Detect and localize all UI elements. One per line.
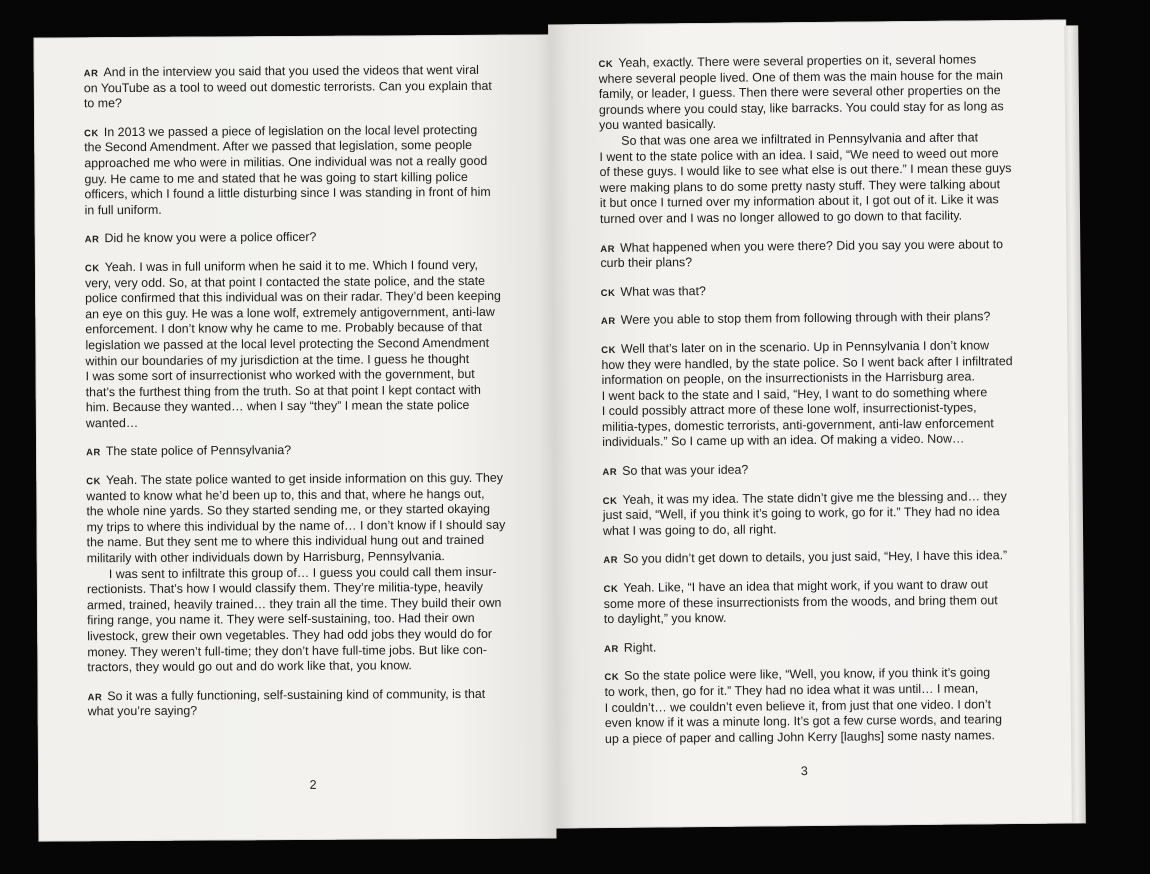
line-text: Yeah, exactly. There were several properties on it, several homes (618, 52, 977, 70)
line-text: In 2013 we passed a piece of legislation on the local level protecting (103, 122, 478, 139)
line-text: guy. He came to me and stated that he was going to start killing police (84, 169, 468, 186)
speaker-label: AR (84, 233, 100, 245)
line-text: Yeah. Like, “I have an idea that might work, if you want to draw out (623, 577, 988, 595)
interview-paragraph (86, 442, 506, 460)
line-text: the whole nine yards. So they started sending me, or they started okaying (86, 502, 491, 519)
line-text: I went back to the state and I said, “Hey, I want to do something where (601, 384, 988, 403)
speaker-label: CK (604, 671, 620, 683)
text-line (600, 252, 1020, 272)
interview-paragraph (601, 309, 1021, 329)
text-line (605, 728, 1025, 748)
line-text: information on people, on the insurrectionists in the Harrisburg area. (601, 369, 975, 388)
line-text: my trips to where this individual by the name of… I don’t know if I should say (86, 517, 506, 535)
speaker-label: CK (600, 286, 616, 298)
line-text: rectionists. That’s how I would classify them. They’re militia-type, heavily (86, 580, 483, 597)
speaker-label: CK (84, 262, 100, 274)
line-text: I went to the state police with an idea. I said, “We need to weed out more (599, 145, 999, 164)
text-line (84, 94, 504, 112)
line-text: militarily with other individuals down by Harrisburg, Pennsylvania. (86, 549, 445, 566)
line-text: Right. (623, 640, 657, 655)
line-text: to daylight,” you know. (603, 611, 727, 627)
left-page-text (84, 63, 508, 734)
interview-paragraph (604, 665, 1025, 747)
speaker-label: AR (602, 465, 618, 478)
line-text: So it was a fully functioning, self-sustaining kind of community, is that (107, 686, 486, 703)
interview-paragraph (598, 52, 1020, 228)
interview-paragraph (84, 63, 504, 112)
interview-paragraph (601, 281, 1021, 301)
line-text: of these guys. I would like to see what else is out there.” I mean these guys (599, 161, 1012, 180)
speaker-label: AR (603, 554, 619, 566)
line-text: I was sent to infiltrate this group of… I guess you could call them insur- (108, 564, 497, 581)
interview-paragraph (602, 460, 1022, 480)
text-line (601, 281, 1021, 301)
left-page (34, 34, 557, 841)
line-text: to me? (83, 96, 122, 111)
line-text: even know if it was a minute long. It’s got a few curse words, and tearing (604, 712, 1003, 731)
text-line (86, 414, 506, 432)
line-text: what you’re saying? (87, 703, 198, 719)
line-text: Were you able to stop them from following through with their plans? (620, 309, 991, 328)
speaker-label: CK (603, 582, 619, 595)
interview-paragraph (86, 471, 507, 676)
line-text: you wanted basically. (599, 117, 717, 133)
line-text: the Second Amendment. After we passed that legislation, some people (84, 138, 473, 155)
line-text: family, or leader, I guess. Then there were several other properties on the (598, 83, 1001, 102)
right-page-text (598, 52, 1025, 760)
line-text: Yeah. The state police wanted to get inside information on this guy. They (105, 470, 504, 488)
line-text: tractors, they would go out and do work like that, you know. (87, 658, 412, 675)
speaker-label: AR (604, 642, 619, 654)
line-text: money. They weren’t full-time; they don’t have full-time jobs. But like con- (87, 642, 488, 659)
text-line (601, 309, 1021, 329)
line-text: The state police of Pennsylvania? (105, 443, 292, 459)
line-text: legislation we passed at the local level protecting the Second Amendment (85, 335, 490, 353)
line-text: wanted to know what he’d been up to, this and that, where he hangs out, (86, 486, 485, 503)
line-text: him. Because they wanted… when I say “they” I mean the state police (85, 398, 470, 415)
line-text: an eye on this guy. He was a lone wolf, extremely antigovernment, anti-law (85, 304, 495, 321)
speaker-label: AR (600, 242, 616, 254)
text-line (604, 637, 1024, 657)
line-text: what I was going to do, all right. (602, 522, 777, 538)
line-text: Did he know you were a police officer? (104, 230, 317, 246)
text-line (86, 398, 506, 416)
text-line (600, 208, 1020, 228)
speaker-label: AR (600, 315, 616, 327)
interview-paragraph (603, 489, 1023, 540)
speaker-label: CK (601, 343, 617, 355)
text-line (87, 642, 507, 660)
line-text: curb their plans? (600, 255, 693, 271)
interview-paragraph (85, 229, 505, 247)
line-text: Yeah, it was my idea. The state didn’t give me the blessing and… they (622, 488, 1007, 507)
interview-paragraph (85, 258, 506, 432)
speaker-label: AR (87, 690, 103, 703)
line-text: very, very odd. So, at that point I contacted the state police, and the state (85, 273, 486, 290)
speaker-label: AR (86, 446, 101, 458)
text-line (84, 185, 504, 203)
speaker-label: CK (602, 494, 618, 506)
text-line (84, 78, 504, 96)
book-spread (36, 22, 1086, 842)
line-text: police confirmed that this individual was on their radar. They’d been keeping (85, 288, 501, 306)
line-text: that’s the furthest thing from the truth. So at that point I kept contact with (85, 382, 481, 399)
line-text: So the state police were like, “Well, you know, if you think it’s going (624, 665, 991, 684)
line-text: I could possibly attract more of these lone wolf, insurrectionist-types, (601, 400, 977, 419)
line-text: armed, trained, heavily trained… they train all the time. They build their own (86, 595, 502, 613)
speaker-label: AR (83, 67, 99, 79)
line-text: up a piece of paper and calling John Kerry [laughs] some nasty names. (604, 728, 995, 746)
line-text: So you didn’t get down to details, you just said, “Hey, I have this idea.” (622, 548, 1008, 567)
interview-paragraph (604, 637, 1024, 657)
line-text: firing range, you name it. They were self-sustaining, too. Had their own (87, 611, 475, 628)
line-text: just said, “Well, if you think it’s going to work, go for it.” They had no idea (602, 504, 1000, 523)
line-text: where several people lived. One of them was the main house for the main (598, 67, 1004, 86)
line-text: how they were handled, by the state police. So I went back after I infiltrated (601, 353, 1013, 372)
line-text: individuals.” So I came up with an idea. Of making a video. Now… (602, 431, 965, 450)
interview-paragraph (603, 548, 1023, 568)
line-text: in full uniform. (84, 202, 162, 218)
text-line (602, 460, 1022, 480)
line-text: What was that? (620, 283, 706, 299)
line-text: turned over and I was no longer allowed to go down to that facility. (599, 208, 963, 226)
line-text: were making plans to do some pretty nasty stuff. They were talking about (599, 176, 1001, 195)
text-line (87, 658, 507, 676)
line-text: And in the interview you said that you used the videos that went viral (103, 62, 479, 80)
line-text: it but once I turned over my information about it, I got out of it. Like it was (599, 192, 999, 211)
line-text: officers, which I found a little disturbing since I was standing in front of him (84, 184, 491, 202)
text-line (85, 229, 505, 247)
interview-paragraph (600, 237, 1020, 272)
line-text: livestock, grew their own vegetables. They had odd jobs they would do for (87, 626, 493, 644)
line-text: I couldn’t… we couldn’t even believe it, from just that one video. I don’t (604, 696, 992, 715)
line-text: militia-types, domestic terrorists, anti-government, anti-law enforcement (601, 416, 994, 434)
right-page-number: 3 (800, 764, 808, 779)
interview-paragraph (601, 338, 1022, 451)
speaker-label: CK (598, 57, 614, 70)
line-text: Well that’s later on in the scenario. Up in Pennsylvania I don’t know (620, 338, 990, 356)
text-line (602, 431, 1022, 451)
line-text: some more of these insurrectionists from the woods, and bring them out (603, 592, 998, 611)
line-text: enforcement. I don’t know why he came to me. Probably because of that (85, 320, 483, 337)
line-text: Yeah. I was in full uniform when he said it to me. Which I found very, (104, 257, 479, 275)
text-line (85, 200, 505, 218)
text-line (86, 442, 506, 460)
interview-paragraph (88, 686, 508, 720)
text-line (88, 702, 508, 720)
line-text: What happened when you were there? Did you say you were about to (619, 236, 1004, 255)
line-text: So that was your idea? (622, 462, 749, 478)
text-line (88, 686, 508, 704)
line-text: approached me who were in militias. One individual was not a really good (84, 153, 488, 171)
text-line (603, 548, 1023, 568)
text-line (603, 520, 1023, 540)
right-page (548, 20, 1074, 829)
line-text: I was some sort of insurrectionist who worked with the government, but (85, 366, 475, 384)
line-text: to work, then, go for it.” They had no idea what it was until… I mean, (604, 681, 979, 699)
interview-paragraph (603, 577, 1023, 628)
left-page-number: 2 (309, 777, 317, 792)
line-text: So that was one area we infiltrated in Pennsylvania and after that (621, 130, 979, 148)
line-text: wanted… (85, 415, 139, 431)
text-line (604, 608, 1024, 628)
line-text: on YouTube as a tool to weed out domestic terrorists. Can you explain that (83, 78, 492, 95)
page-stack-edge (1064, 25, 1086, 823)
interview-paragraph (84, 122, 505, 218)
line-text: within our boundaries of my jurisdiction at the time. I guess he thought (85, 351, 470, 368)
speaker-label: CK (84, 126, 99, 139)
speaker-label: CK (86, 475, 102, 487)
line-text: the name. But they sent me to where this individual hung out and trained (86, 533, 485, 550)
line-text: grounds where you could stay, like barracks. You could stay for as long as (598, 98, 1004, 117)
